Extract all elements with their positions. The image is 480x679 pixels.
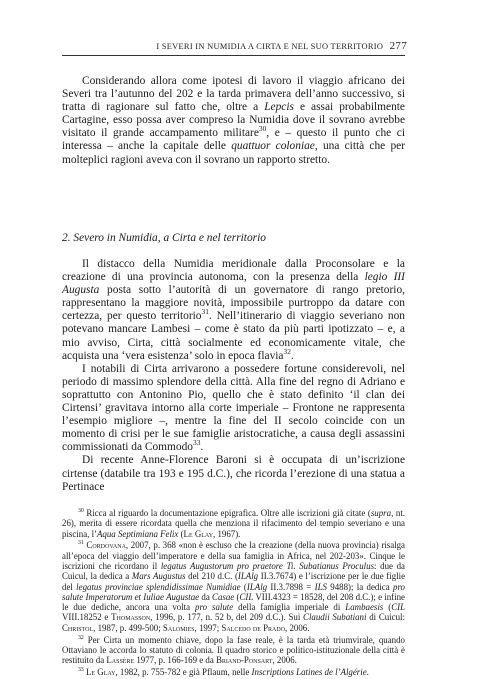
page-number: 277 <box>389 40 407 52</box>
header-rule <box>62 55 405 56</box>
footnote-33: $^{33}$ Le Glay, 1982, p. 755-782 e già Pflaum, nelle Inscriptions Latines de l’Algérie. <box>78 666 369 677</box>
footnote-30: $^{30}$ Ricca al riguardo la documentazione epigrafica. Oltre alle iscrizioni già citate (supra, nt. 26), merita di essere ricordata quella che menziona il rifacimento del tempio severiano e una piscina, l’Aqua Septimiana Felix (Le Glay, 1967). <box>62 508 406 539</box>
footnote-32: $^{32}$ Per Cirta un momento chiave, dopo la fase reale, è la tarda età triumvirale, quando Ottaviano le accorda lo statuto di colonia. Il quadro storico e politico-istituzionale della città è restituito da Lassère 1977, p. 166-169 e da Briand-Ponsart, 2006. <box>62 634 405 666</box>
paragraph-1: Considerando allora come ipotesi di lavoro il viaggio africano dei Severi tra l’autunno del 202 e la tarda primavera dell’anno successivo, si tratta di ragionare sul fatto che, oltre a Lepcis e assai probabilmente Cartagine, esso possa aver compreso la Numidia dove il sovrano avrebbe visitato il grande accampamento militare$^{30}$, e – questo il punto che ci interessa – anche la capitale delle quattuor coloniae, una città che per molteplici ragioni aveva con il sovrano un rapporto stretto. <box>62 75 405 166</box>
main-text: Il distacco della Numidia meridionale dalla Proconsolare e la creazione di una provincia autonoma, con la presenza della legio III Augusta posta sotto l’autorità di un governatore di rango pretorio, rappresentano la maggiore novità, impossibile purtroppo da datare con certezza, per questo territorio$^{31}$. Nell’itinerario di viaggio severiano non potevano mancare Lambesi – come è stato da più parti ipotizzato – e, a mio avviso, Cirta, città socialmente ed economicamente vitale, che acquista una ‘vera esistenza’ solo in epoca flavia$^{32}$. I notabili di Cirta arrivarono a possedere fortune considerevoli, nel periodo di massimo splendore della città. Alla fine del regno di Adriano e soprattutto con Antonino Pio, quello che è stato definito ‘il clan dei Cirtensi’ gravitava intorno alla corte imperiale – Frontone ne rappresenta l’esempio migliore –, mentre la fine del II secolo coincide con un momento di crisi per le sue famiglie aristocratiche, a causa degli assassini commissionati da Commodo$^{33}$. Di recente Anne-Florence Baroni si è occupata di un’iscrizione cirtense (databile tra 193 e 195 d.C.), che ricorda l’erezione di una statua a Pertinace <box>62 258 406 493</box>
running-title: I SEVERI IN NUMIDIA A CIRTA E NEL SUO TERRITORIO <box>156 42 384 51</box>
running-header <box>0 40 407 52</box>
section-heading: 2. Severo in Numidia, a Cirta e nel territorio <box>62 232 266 244</box>
footnote-31: $^{31}$ Cordovana, 2007, p. 368 «non è escluso che la creazione (della nuova provincia) risalga all’epoca del viaggio dell’imperatore e della sua famiglia in Africa, nel 202-203». Cinque le iscrizioni che ricordano il legatus Augustorum pro praetore Ti. Subatianus Proculus: due da Cuicul, la dedica a Mars Augustus del 210 d.C. (ILAlg II.3.7674) e l’iscrizione per le due figlie del legatus provinciae splendidissimae Numidiae (ILAlg II.3.7898 = ILS 9488); la dedica pro salute Imperatorum et Iuliae Augustae da Casae (CIL VIII.4323 = 18528, del 208 d.C.); e infine le due dediche, ancora una volta pro salute della famiglia imperiale di Lambaesis (CIL VIII.18252 e Thomasson, 1996, p. 177, n. 52 b, del 209 d.C.). Sui Claudii Subatiani di Cuicul: Christol, 1987, p. 499-500; Salomies, 1997; Salcedo de Prado, 2006. <box>62 540 406 633</box>
footnotes <box>62 508 405 679</box>
